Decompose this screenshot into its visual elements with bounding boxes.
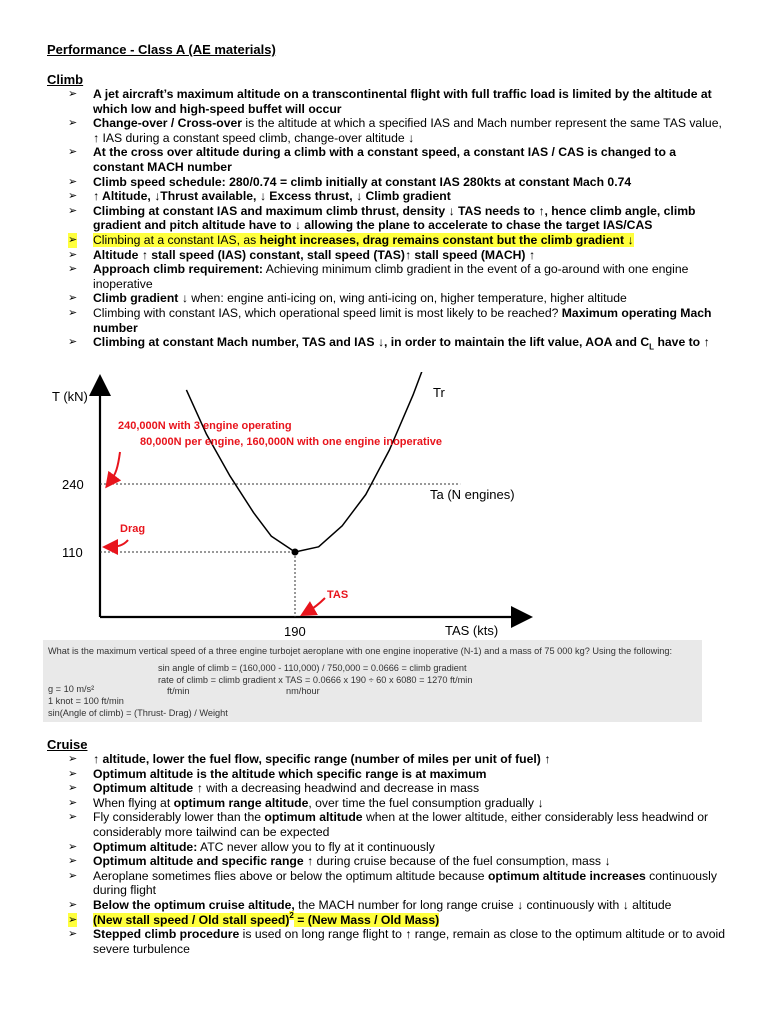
climb-item-text: Maximum operating Mach number — [93, 305, 712, 335]
arrow-bullet-icon: ➢ — [68, 146, 78, 159]
cruise-item-text: (New stall speed / Old stall speed) — [93, 912, 290, 927]
cruise-item-text: ↑ altitude, lower the fuel flow, specific range (number of miles per unit of fuel) ↑ — [93, 752, 551, 766]
cruise-item-text: with a decreasing headwind and decrease in mass — [202, 781, 480, 796]
worked-example-box — [43, 640, 702, 722]
cruise-item-text: when at the lower altitude, either considerably less headwind or considerably more tailwind can be expected — [93, 810, 709, 839]
arrow-bullet-icon: ➢ — [68, 767, 78, 780]
ftmin-label: ft/min — [167, 686, 190, 696]
arrow-bullet-icon: ➢ — [68, 811, 78, 824]
annotation-text: 80,000N per engine, 160,000N with one engine inoperative — [140, 436, 442, 448]
climb-item-text: A jet aircraft’s maximum altitude on a transcontinental flight with full traffic load is limited by the altitude at which — [93, 87, 712, 116]
climb-item-text: ↑ Altitude, ↓Thrust available, ↓ Excess thrust, ↓ Climb gradient — [93, 189, 451, 204]
arrow-bullet-icon: ➢ — [68, 928, 78, 941]
climb-item-text: Altitude ↑ stall speed (IAS) constant, stall speed (TAS)↑ stall speed (MACH) ↑ — [93, 247, 535, 262]
climb-item-text: L — [649, 342, 655, 352]
cruise-item-text: , over time the fuel consumption gradually ↓ — [308, 795, 544, 810]
tas-annotation-arrow — [307, 598, 325, 612]
page-title: Performance - Class A (AE materials) — [47, 42, 276, 57]
arrow-bullet-icon: ➢ — [68, 248, 78, 261]
cruise-list-item — [60, 927, 730, 956]
cruise-list — [60, 752, 730, 956]
cruise-list-item — [60, 767, 730, 782]
climb-item-text: Climbing at a constant IAS, as — [93, 232, 260, 247]
climb-item-text: when: engine anti-icing on, wing anti-icing on, higher temperature, higher altitude — [187, 291, 627, 306]
cruise-item-text: Below the optimum cruise altitude, — [93, 897, 295, 912]
arrow-bullet-icon: ➢ — [68, 233, 78, 246]
arrow-bullet-icon: ➢ — [68, 855, 78, 868]
climb-list-item — [60, 175, 730, 190]
climb-item-text: Climbing with constant IAS, which operational speed limit is most likely to be reached? — [93, 305, 562, 320]
climb-list-item — [60, 204, 730, 233]
cruise-list-item — [60, 796, 730, 811]
minimum-drag-point — [292, 549, 299, 556]
cruise-item-text: ATC never allow you to fly at it continuously — [197, 839, 435, 854]
thrust-annotation-arrow — [110, 452, 120, 482]
cruise-item-text: 2 — [289, 911, 294, 921]
climb-list-item — [60, 306, 730, 335]
climb-list — [60, 87, 730, 350]
cruise-item-text: When flying at — [93, 795, 174, 810]
y-tick-label: 240 — [62, 477, 84, 493]
annotation-text: TAS — [327, 589, 349, 601]
cruise-item-text: the MACH number for long range cruise ↓ continuously with ↓ altitude — [294, 897, 672, 912]
cruise-item-text: Fly considerably lower than the — [93, 810, 265, 825]
cruise-item-text: Stepped climb procedure — [93, 927, 240, 942]
arrow-bullet-icon: ➢ — [68, 753, 78, 765]
climb-list-item — [60, 116, 730, 145]
cruise-list-item — [60, 854, 730, 869]
climb-item-text: Climbing at constant IAS and maximum climb thrust, density ↓ TAS needs to ↑, hence climb angle, climb gradient and pitch altitude have to ↓ allowing the plane to accelerate to chase the target IAS/CAS — [93, 203, 696, 233]
drag-annotation-arrow — [110, 540, 128, 547]
climb-list-item — [60, 189, 730, 204]
y-axis-label: T (kN) — [52, 389, 88, 404]
climb-item-text: Climb speed schedule: 280/0.74 = climb initially at constant IAS 280kts at constant Mach 0.74 — [93, 174, 632, 189]
ta-series-label: Ta (N engines) — [430, 487, 515, 503]
tr-curve — [186, 372, 430, 552]
climb-list-item — [60, 291, 730, 306]
climb-list-item — [60, 262, 730, 291]
arrow-bullet-icon: ➢ — [68, 88, 78, 100]
cruise-list-item — [60, 752, 730, 767]
climb-item-text: low and high-speed buffet will occur — [130, 101, 342, 116]
climb-item-text: Achieving minimum climb gradient in the event of a go-around with one engine inoperative — [93, 262, 689, 291]
climb-item-text: is the altitude at which a specified IAS and Mach number represent the same TAS value, ↑ IAS during a constant speed climb, change-over altitude ↓ — [93, 116, 722, 145]
nmhour-label: nm/hour — [286, 686, 320, 696]
cruise-item-text: optimum altitude increases — [487, 868, 646, 883]
arrow-bullet-icon: ➢ — [68, 913, 78, 926]
y-tick-label: 110 — [62, 545, 83, 560]
x-axis-label: TAS (kts) — [445, 623, 499, 638]
climb-item-text: TAS and IAS ↓, in order to maintain the lift value, AOA and C — [298, 335, 650, 350]
arrow-bullet-icon: ➢ — [68, 263, 78, 276]
annotation-text: Drag — [120, 523, 146, 535]
climb-heading: Climb — [47, 72, 84, 87]
climb-item-text: Change-over / Cross-over — [93, 116, 242, 131]
arrow-bullet-icon: ➢ — [68, 898, 78, 911]
sin-definition-line: sin(Angle of climb) = (Thrust- Drag) / Weight — [48, 708, 228, 718]
x-tick-label: 190 — [284, 624, 306, 639]
arrow-bullet-icon: ➢ — [68, 190, 78, 203]
gravity-line: g = 10 m/s² — [48, 684, 95, 694]
cruise-item-text: Aeroplane sometimes flies above or below the optimum altitude because — [93, 868, 488, 883]
arrow-bullet-icon: ➢ — [68, 869, 78, 882]
cruise-item-text: Optimum altitude ↑ — [93, 781, 203, 796]
cruise-item-text: is used on long range flight to ↑ range, remain as close to the optimum altitude or to avoid severe turbulence — [93, 927, 726, 956]
cruise-item-text: Optimum altitude: — [93, 839, 198, 854]
climb-list-item — [60, 87, 730, 116]
cruise-list-item — [60, 869, 730, 898]
climb-list-item — [60, 248, 730, 263]
climb-item-text: height increases, drag remains constant but the climb gradient ↓ — [259, 232, 634, 247]
climb-item-text: Approach climb requirement: — [93, 262, 263, 277]
arrow-bullet-icon: ➢ — [68, 306, 78, 319]
cruise-item-text: continuously during flight — [93, 868, 717, 898]
climb-item-text: have to ↑ — [654, 335, 710, 350]
cruise-list-item — [60, 781, 730, 796]
climb-list-item — [60, 145, 730, 174]
arrow-bullet-icon: ➢ — [68, 204, 78, 217]
thrust-drag-chart — [40, 372, 540, 640]
arrow-bullet-icon: ➢ — [68, 840, 78, 853]
cruise-list-item — [60, 913, 730, 928]
cruise-item-text: during cruise because of the fuel consumption, mass ↓ — [313, 854, 611, 869]
rate-of-climb-line: rate of climb = climb gradient x TAS = 0.0666 x 190 ÷ 60 x 6080 = 1270 ft/min — [158, 675, 473, 685]
cruise-list-item — [60, 898, 730, 913]
climb-item-text: At the cross over altitude during a climb with a constant speed, a constant IAS / CAS is changed to a constant MACH number — [93, 145, 677, 174]
annotation-text: 240,000N with 3 engine operating — [118, 420, 292, 432]
cruise-list-item — [60, 840, 730, 855]
question-text: What is the maximum vertical speed of a three engine turbojet aeroplane with one engine inoperative (N-1) and a mass of 75 000 kg? Using the following: — [48, 646, 673, 656]
sin-angle-line: sin angle of climb = (160,000 - 110,000) / 750,000 = 0.0666 = climb gradient — [158, 663, 467, 673]
arrow-bullet-icon: ➢ — [68, 117, 78, 130]
cruise-list-item — [60, 810, 730, 839]
arrow-bullet-icon: ➢ — [68, 175, 78, 188]
knot-line: 1 knot = 100 ft/min — [48, 696, 124, 706]
climb-list-item — [60, 335, 730, 350]
cruise-item-text: Optimum altitude is the altitude which specific range is at maximum — [93, 766, 487, 781]
arrow-bullet-icon: ➢ — [68, 782, 78, 795]
climb-list-item — [60, 233, 730, 248]
cruise-item-text: optimum altitude — [264, 810, 363, 825]
cruise-item-text: optimum range altitude — [173, 795, 309, 810]
cruise-item-text: = (New Mass / Old Mass) — [293, 912, 440, 927]
arrow-bullet-icon: ➢ — [68, 292, 78, 305]
climb-item-text: Climb gradient ↓ — [93, 291, 188, 306]
climb-item-text: Climbing at constant Mach number, — [93, 335, 299, 350]
arrow-bullet-icon: ➢ — [68, 796, 78, 809]
cruise-heading: Cruise — [47, 737, 88, 752]
arrow-bullet-icon: ➢ — [68, 336, 78, 349]
cruise-item-text: Optimum altitude and specific range ↑ — [93, 854, 314, 869]
tr-series-label: Tr — [433, 385, 445, 400]
